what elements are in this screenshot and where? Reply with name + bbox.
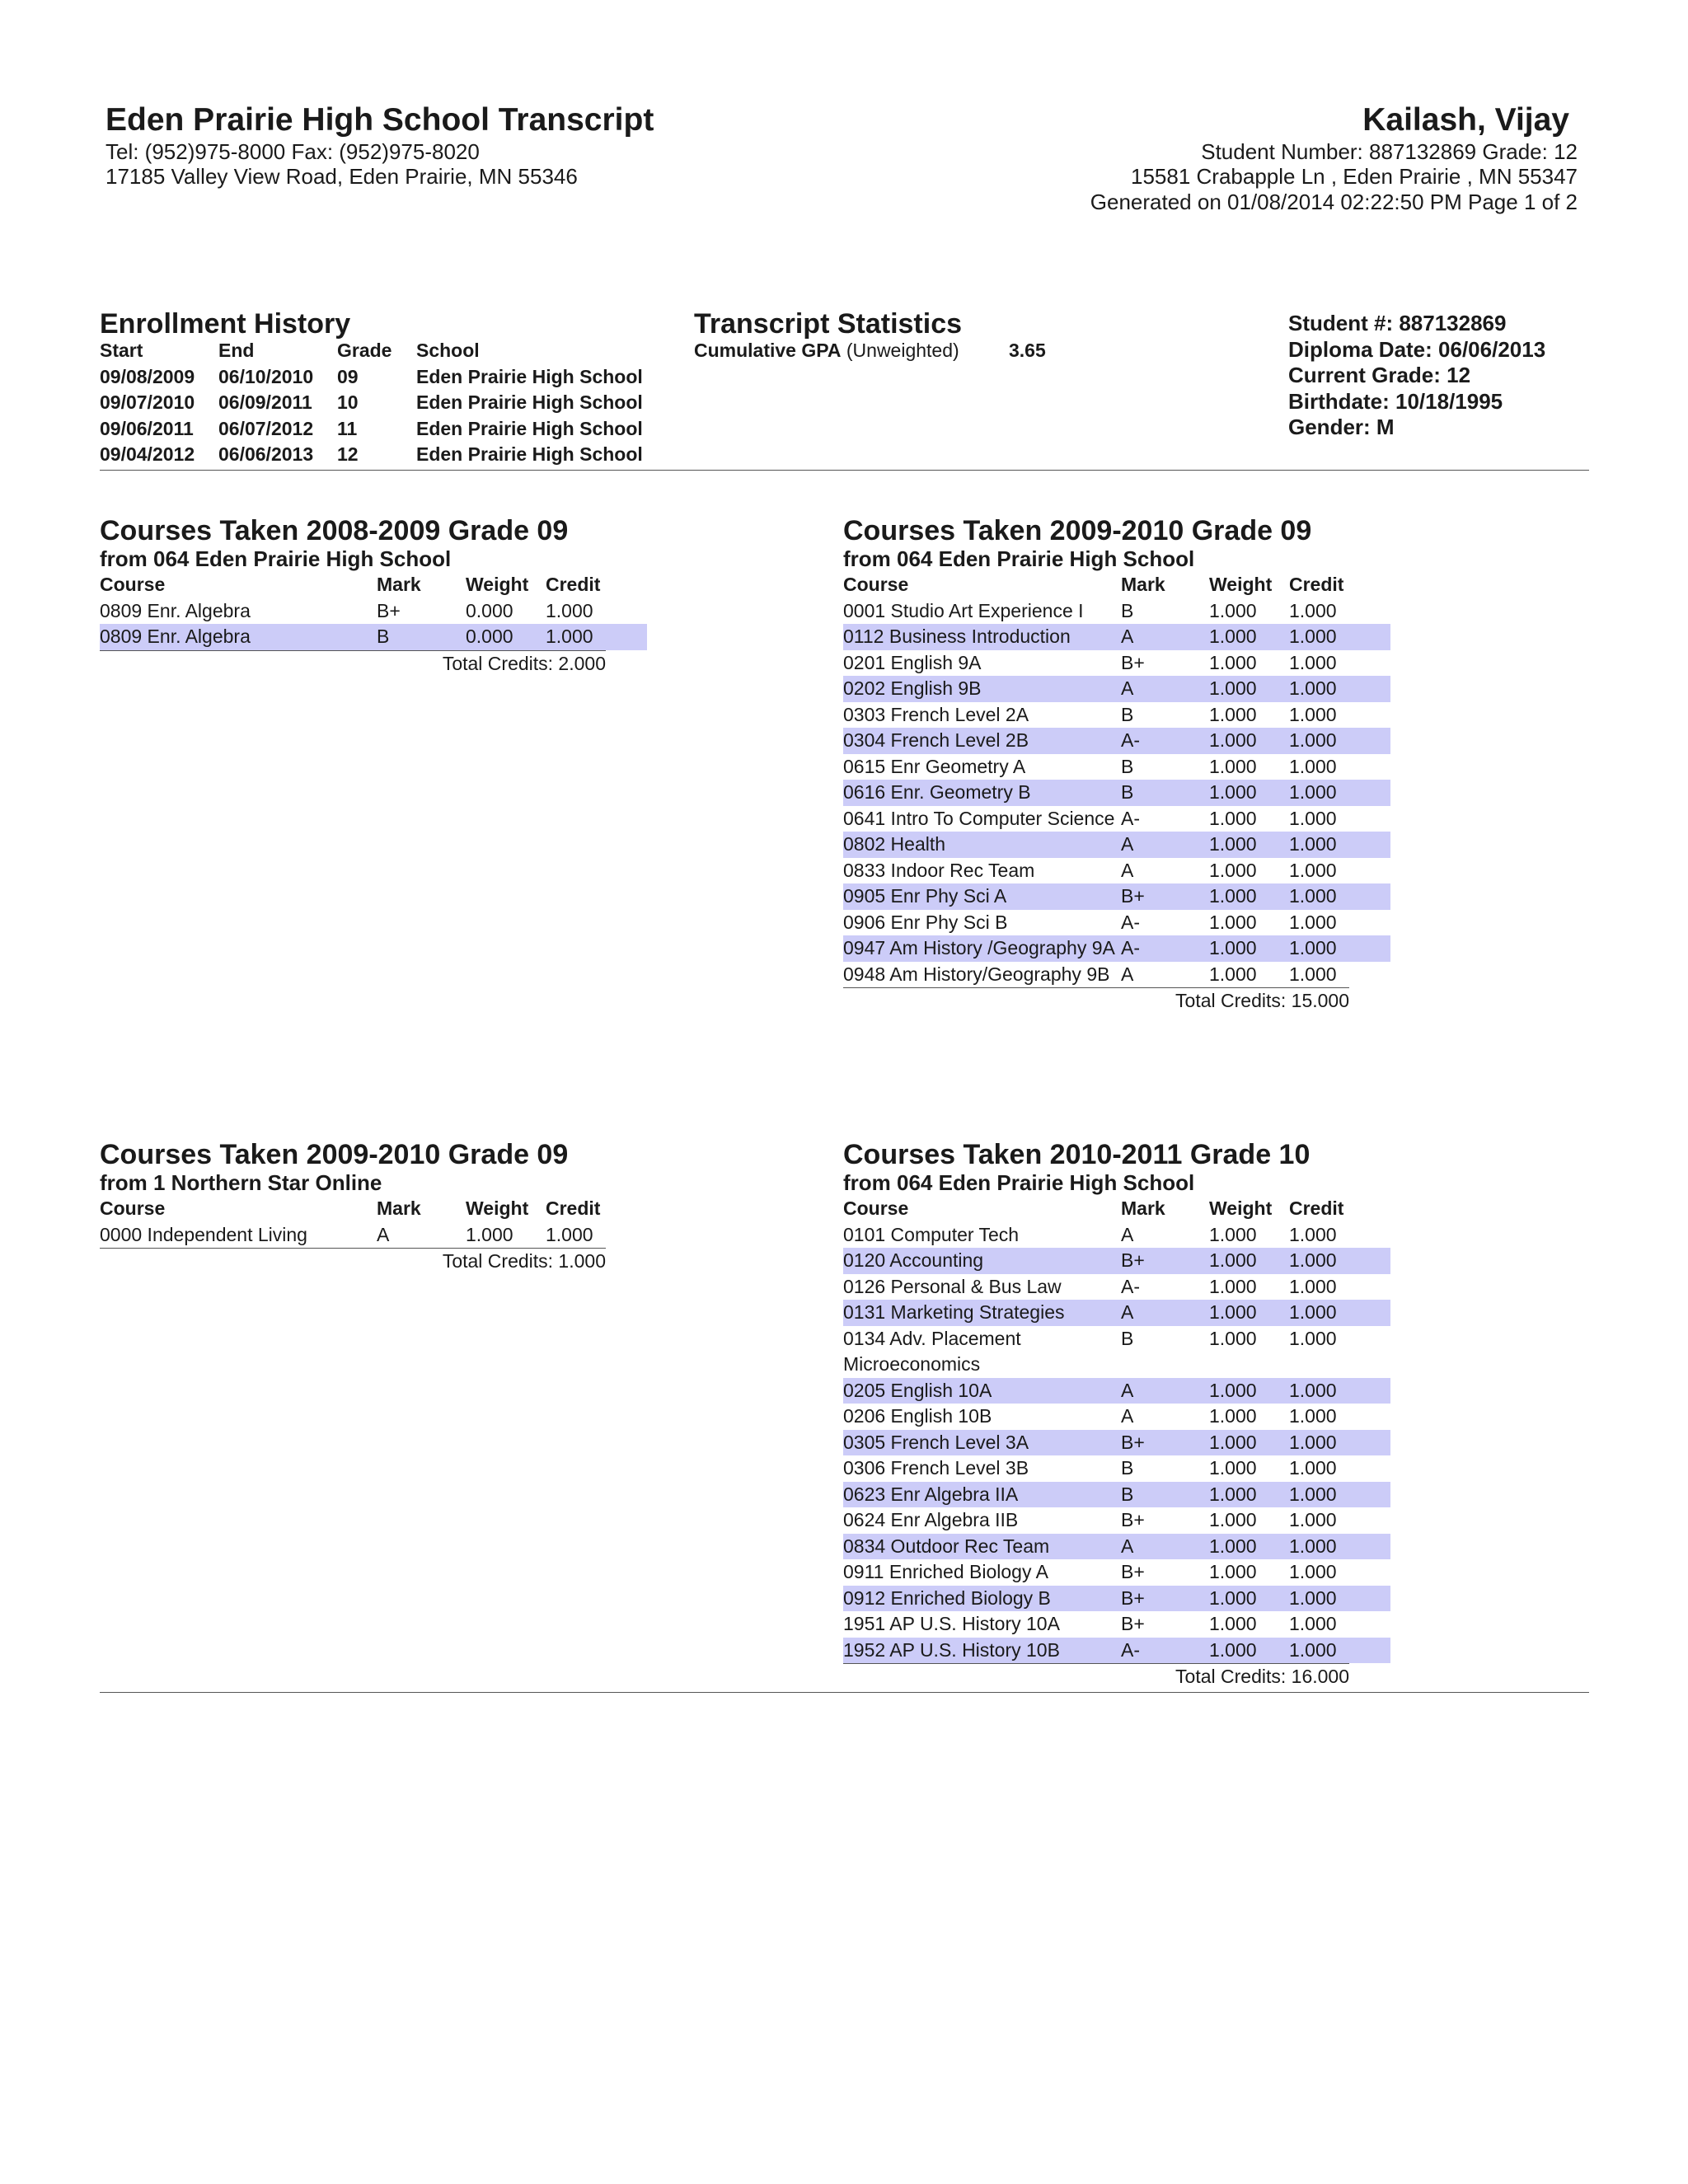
course-row — [843, 1455, 1390, 1482]
enrollment-header-start: Start — [100, 340, 143, 361]
course-credit: 1.000 — [546, 1223, 593, 1245]
course-mark: A — [1121, 963, 1134, 985]
course-name: 0101 Computer Tech — [843, 1223, 1020, 1245]
course-credit: 1.000 — [1289, 937, 1337, 958]
course-credit: 1.000 — [1289, 1483, 1337, 1505]
course-name: 0131 Marketing Strategies — [843, 1301, 1065, 1323]
enrollment-start: 09/04/2012 — [100, 443, 195, 465]
enrollment-end: 06/06/2013 — [218, 443, 314, 465]
enrollment-grade: 12 — [337, 443, 359, 465]
course-weight: 1.000 — [1209, 1431, 1257, 1453]
course-weight: 1.000 — [1209, 859, 1257, 881]
course-credit: 1.000 — [1289, 677, 1337, 699]
course-mark: B — [1121, 1327, 1134, 1349]
courses-header-weight: Weight — [466, 1197, 529, 1219]
course-name: 0112 Business Introduction — [843, 626, 1071, 647]
course-row — [843, 1430, 1390, 1456]
course-mark: B+ — [1121, 1586, 1145, 1609]
course-credit: 1.000 — [1289, 1561, 1337, 1582]
course-credit: 1.000 — [546, 599, 593, 621]
courses-header-course: Course — [100, 1197, 166, 1219]
course-name: 0202 English 9B — [843, 677, 982, 699]
gpa-note: (Unweighted) — [841, 340, 959, 361]
course-credit: 1.000 — [1289, 1301, 1337, 1323]
courses-block-title: Courses Taken 2008-2009 Grade 09 — [100, 515, 569, 546]
course-credit: 1.000 — [1289, 1535, 1337, 1557]
course-credit: 1.000 — [1289, 729, 1337, 751]
course-name: 0947 Am History /Geography 9A — [843, 937, 1115, 958]
courses-total-credits: Total Credits: 16.000 — [843, 1663, 1349, 1690]
course-credit: 1.000 — [1289, 807, 1337, 829]
course-mark: A — [1121, 1405, 1134, 1427]
course-mark: A- — [1121, 911, 1140, 933]
course-weight: 0.000 — [466, 599, 513, 621]
course-weight: 1.000 — [1209, 703, 1257, 725]
course-name: 0948 Am History/Geography 9B — [843, 963, 1110, 985]
student-number-line: Student Number: 887132869 Grade: 12 — [1201, 139, 1578, 164]
enrollment-row — [100, 416, 677, 443]
course-weight: 1.000 — [1209, 677, 1257, 699]
course-mark: A — [1121, 833, 1134, 855]
courses-header-row — [843, 572, 1390, 598]
course-name: 0206 English 10B — [843, 1405, 992, 1427]
course-row — [843, 1638, 1390, 1664]
course-name: 1951 AP U.S. History 10A — [843, 1613, 1060, 1634]
course-row — [100, 624, 647, 650]
course-credit: 1.000 — [1289, 651, 1337, 673]
course-weight: 1.000 — [1209, 807, 1257, 829]
course-mark: A- — [1121, 729, 1140, 751]
course-credit: 1.000 — [1289, 859, 1337, 881]
courses-header-course: Course — [843, 1197, 909, 1219]
course-weight: 1.000 — [1209, 1586, 1257, 1609]
courses-block-title: Courses Taken 2010-2011 Grade 10 — [843, 1139, 1311, 1170]
course-weight: 1.000 — [1209, 729, 1257, 751]
summary-birthdate: Birthdate: 10/18/1995 — [1288, 388, 1503, 414]
school-contact: Tel: (952)975-8000 Fax: (952)975-8020 — [106, 139, 480, 164]
course-weight: 1.000 — [466, 1223, 513, 1245]
course-weight: 1.000 — [1209, 1457, 1257, 1479]
courses-header-weight: Weight — [1209, 574, 1273, 595]
course-credit: 1.000 — [1289, 703, 1337, 725]
course-row — [843, 1586, 1390, 1612]
course-name: 0305 French Level 3A — [843, 1431, 1029, 1453]
course-name: 0616 Enr. Geometry B — [843, 781, 1031, 803]
course-weight: 1.000 — [1209, 1509, 1257, 1530]
course-row — [843, 1274, 1390, 1301]
course-mark: B+ — [377, 599, 401, 621]
course-mark: B — [1121, 1483, 1134, 1505]
courses-total-credits: Total Credits: 2.000 — [100, 650, 606, 677]
course-weight: 1.000 — [1209, 1561, 1257, 1582]
student-summary — [1288, 311, 1545, 441]
course-weight: 1.000 — [1209, 626, 1257, 647]
enrollment-school: Eden Prairie High School — [416, 391, 643, 413]
gpa-row — [694, 338, 1189, 364]
enrollment-header-end: End — [218, 340, 255, 361]
courses-block-2009-2010-nso — [100, 1139, 647, 1275]
course-mark: A — [1121, 1379, 1134, 1401]
course-weight: 1.000 — [1209, 755, 1257, 777]
course-credit: 1.000 — [1289, 1638, 1337, 1661]
course-name: 0834 Outdoor Rec Team — [843, 1535, 1050, 1557]
course-name: 0615 Enr Geometry A — [843, 755, 1026, 777]
enrollment-row — [100, 442, 677, 468]
course-credit: 1.000 — [1289, 781, 1337, 803]
courses-header-credit: Credit — [1289, 574, 1344, 595]
course-name: 0641 Intro To Computer Science — [843, 807, 1115, 829]
course-row — [843, 728, 1390, 754]
course-name: 0905 Enr Phy Sci A — [843, 885, 1007, 907]
course-weight: 1.000 — [1209, 1249, 1257, 1271]
courses-block-2010-2011 — [843, 1139, 1390, 1690]
course-weight: 1.000 — [1209, 1379, 1257, 1401]
course-name: 0205 English 10A — [843, 1379, 992, 1401]
course-mark: A — [1121, 859, 1134, 881]
enrollment-row — [100, 364, 677, 391]
course-mark: A — [1121, 1535, 1134, 1557]
course-row — [843, 806, 1390, 832]
footer-divider — [100, 1692, 1589, 1693]
enrollment-end: 06/07/2012 — [218, 417, 314, 439]
generated-line: Generated on 01/08/2014 02:22:50 PM Page 1 of 2 — [1090, 190, 1578, 214]
courses-header-credit: Credit — [546, 574, 601, 595]
courses-header-credit: Credit — [546, 1197, 601, 1219]
course-name: 1952 AP U.S. History 10B — [843, 1638, 1060, 1661]
courses-block-title: Courses Taken 2009-2010 Grade 09 — [100, 1139, 569, 1170]
course-mark: B+ — [1121, 1613, 1145, 1634]
courses-header-row — [843, 1196, 1390, 1222]
enrollment-start: 09/07/2010 — [100, 391, 195, 413]
course-credit: 1.000 — [1289, 755, 1337, 777]
course-row — [843, 676, 1390, 702]
course-row — [843, 1378, 1390, 1404]
course-credit: 1.000 — [1289, 1431, 1337, 1453]
courses-block-source: from 064 Eden Prairie High School — [843, 546, 1195, 571]
courses-header-row — [100, 572, 647, 598]
course-credit: 1.000 — [1289, 1275, 1337, 1297]
course-row — [843, 910, 1390, 936]
course-credit: 1.000 — [1289, 1379, 1337, 1401]
course-row — [100, 598, 647, 625]
course-credit: 1.000 — [546, 626, 593, 647]
school-address: 17185 Valley View Road, Eden Prairie, MN 55346 — [106, 164, 578, 189]
course-mark: B+ — [1121, 651, 1145, 673]
course-mark: A — [1121, 1301, 1134, 1323]
course-mark: B+ — [1121, 1431, 1145, 1453]
enrollment-school: Eden Prairie High School — [416, 443, 643, 465]
course-mark: B — [1121, 755, 1134, 777]
student-address: 15581 Crabapple Ln , Eden Prairie , MN 55347 — [1130, 164, 1578, 189]
course-weight: 1.000 — [1209, 1405, 1257, 1427]
course-row — [843, 1507, 1390, 1534]
course-row — [843, 1326, 1390, 1378]
courses-header-course: Course — [100, 574, 166, 595]
summary-student-number: Student #: 887132869 — [1288, 311, 1507, 335]
course-weight: 1.000 — [1209, 599, 1257, 621]
courses-header-mark: Mark — [377, 1197, 421, 1219]
course-credit: 1.000 — [1289, 1405, 1337, 1427]
course-row — [843, 962, 1390, 988]
course-weight: 1.000 — [1209, 1483, 1257, 1505]
course-row — [843, 883, 1390, 910]
course-credit: 1.000 — [1289, 833, 1337, 855]
enrollment-row — [100, 390, 677, 416]
courses-header-mark: Mark — [377, 574, 421, 595]
course-name: 0802 Health — [843, 833, 946, 855]
course-name: 0201 English 9A — [843, 651, 982, 673]
course-credit: 1.000 — [1289, 911, 1337, 933]
course-credit: 1.000 — [1289, 1327, 1337, 1349]
course-weight: 1.000 — [1209, 937, 1257, 958]
enrollment-grade: 09 — [337, 365, 359, 387]
course-row — [843, 1248, 1390, 1274]
courses-header-weight: Weight — [1209, 1197, 1273, 1219]
course-row — [843, 858, 1390, 884]
course-weight: 1.000 — [1209, 1223, 1257, 1245]
course-row — [843, 1611, 1390, 1638]
course-name: 0833 Indoor Rec Team — [843, 859, 1035, 881]
courses-header-row — [100, 1196, 647, 1222]
enrollment-end: 06/10/2010 — [218, 365, 314, 387]
course-weight: 1.000 — [1209, 1301, 1257, 1323]
course-mark: A — [1121, 677, 1134, 699]
course-weight: 1.000 — [1209, 651, 1257, 673]
course-mark: B — [1121, 1457, 1134, 1479]
header-divider — [100, 470, 1589, 471]
course-row — [843, 935, 1390, 962]
course-row — [843, 650, 1390, 677]
summary-current-grade: Current Grade: 12 — [1288, 363, 1471, 387]
courses-block-2009-2010-ephs — [843, 515, 1390, 1015]
courses-block-source: from 064 Eden Prairie High School — [843, 1170, 1195, 1195]
summary-diploma-date: Diploma Date: 06/06/2013 — [1288, 336, 1546, 362]
course-mark: B+ — [1121, 1561, 1145, 1582]
course-credit: 1.000 — [1289, 885, 1337, 907]
courses-header-course: Course — [843, 574, 909, 595]
course-row — [843, 1300, 1390, 1326]
enrollment-end: 06/09/2011 — [218, 391, 312, 413]
course-mark: B — [1121, 781, 1134, 803]
course-name: 0906 Enr Phy Sci B — [843, 911, 1008, 933]
course-name: 0120 Accounting — [843, 1249, 984, 1271]
course-name: 0912 Enriched Biology B — [843, 1586, 1051, 1609]
course-row — [100, 1222, 647, 1249]
courses-block-source: from 064 Eden Prairie High School — [100, 546, 452, 571]
course-mark: A — [1121, 1223, 1134, 1245]
course-row — [843, 1404, 1390, 1430]
course-mark: B+ — [1121, 1249, 1145, 1271]
course-mark: A- — [1121, 1275, 1140, 1297]
course-weight: 0.000 — [466, 626, 513, 647]
course-weight: 1.000 — [1209, 781, 1257, 803]
enrollment-history — [100, 308, 677, 473]
course-name: 0624 Enr Algebra IIB — [843, 1509, 1019, 1530]
course-weight: 1.000 — [1209, 885, 1257, 907]
gpa-label: Cumulative GPA — [694, 340, 842, 361]
courses-header-credit: Credit — [1289, 1197, 1344, 1219]
course-name: 0303 French Level 2A — [843, 703, 1029, 725]
student-name: Kailash, Vijay — [1362, 102, 1569, 138]
course-row — [843, 1559, 1390, 1586]
course-credit: 1.000 — [1289, 1223, 1337, 1245]
course-name: 0134 Adv. Placement Microeconomics — [843, 1327, 1021, 1375]
course-row — [843, 780, 1390, 806]
courses-block-source: from 1 Northern Star Online — [100, 1170, 382, 1195]
summary-gender: Gender: M — [1288, 415, 1395, 439]
enrollment-grade: 11 — [337, 417, 358, 439]
course-credit: 1.000 — [1289, 1509, 1337, 1530]
course-weight: 1.000 — [1209, 911, 1257, 933]
enrollment-title: Enrollment History — [100, 308, 351, 340]
course-row — [843, 702, 1390, 729]
course-weight: 1.000 — [1209, 1613, 1257, 1634]
enrollment-school: Eden Prairie High School — [416, 417, 643, 439]
course-weight: 1.000 — [1209, 1275, 1257, 1297]
course-credit: 1.000 — [1289, 599, 1337, 621]
transcript-statistics — [694, 308, 1189, 364]
course-row — [843, 624, 1390, 650]
course-row — [843, 1534, 1390, 1560]
course-mark: A — [1121, 626, 1134, 647]
enrollment-header-school: School — [416, 340, 480, 361]
course-credit: 1.000 — [1289, 1613, 1337, 1634]
courses-block-2008-2009 — [100, 515, 647, 677]
course-credit: 1.000 — [1289, 626, 1337, 647]
courses-total-credits: Total Credits: 1.000 — [100, 1248, 606, 1275]
course-mark: B — [377, 626, 390, 647]
enrollment-start: 09/06/2011 — [100, 417, 194, 439]
courses-block-title: Courses Taken 2009-2010 Grade 09 — [843, 515, 1312, 546]
course-weight: 1.000 — [1209, 833, 1257, 855]
enrollment-header-row — [100, 338, 677, 364]
course-mark: B — [1121, 599, 1134, 621]
course-name: 0000 Independent Living — [100, 1223, 307, 1245]
course-name: 0809 Enr. Algebra — [100, 599, 251, 621]
course-credit: 1.000 — [1289, 1586, 1337, 1609]
course-mark: A- — [1121, 807, 1140, 829]
enrollment-school: Eden Prairie High School — [416, 365, 643, 387]
course-mark: B — [1121, 703, 1134, 725]
course-weight: 1.000 — [1209, 1638, 1257, 1661]
course-name: 0126 Personal & Bus Law — [843, 1275, 1062, 1297]
course-name: 0001 Studio Art Experience I — [843, 599, 1084, 621]
courses-header-mark: Mark — [1121, 574, 1165, 595]
course-row — [843, 832, 1390, 858]
course-credit: 1.000 — [1289, 1249, 1337, 1271]
gpa-value: 3.65 — [1009, 340, 1046, 361]
courses-header-weight: Weight — [466, 574, 529, 595]
courses-header-mark: Mark — [1121, 1197, 1165, 1219]
course-mark: B+ — [1121, 885, 1145, 907]
course-mark: A- — [1121, 1638, 1140, 1661]
course-name: 0809 Enr. Algebra — [100, 626, 251, 647]
course-weight: 1.000 — [1209, 1327, 1257, 1349]
course-weight: 1.000 — [1209, 1535, 1257, 1557]
course-name: 0911 Enriched Biology A — [843, 1561, 1048, 1582]
course-mark: A — [377, 1223, 390, 1245]
enrollment-start: 09/08/2009 — [100, 365, 195, 387]
course-name: 0623 Enr Algebra IIA — [843, 1483, 1019, 1505]
course-credit: 1.000 — [1289, 963, 1337, 985]
course-row — [843, 1482, 1390, 1508]
course-weight: 1.000 — [1209, 963, 1257, 985]
statistics-title: Transcript Statistics — [694, 308, 963, 340]
course-name: 0304 French Level 2B — [843, 729, 1029, 751]
course-credit: 1.000 — [1289, 1457, 1337, 1479]
transcript-title: Eden Prairie High School Transcript — [106, 102, 654, 138]
enrollment-header-grade: Grade — [337, 340, 392, 361]
course-row — [843, 754, 1390, 780]
course-row — [843, 1222, 1390, 1249]
course-mark: B+ — [1121, 1509, 1145, 1530]
enrollment-grade: 10 — [337, 391, 359, 413]
course-name: 0306 French Level 3B — [843, 1457, 1029, 1479]
course-row — [843, 598, 1390, 625]
courses-total-credits: Total Credits: 15.000 — [843, 987, 1349, 1015]
course-mark: A- — [1121, 937, 1140, 958]
